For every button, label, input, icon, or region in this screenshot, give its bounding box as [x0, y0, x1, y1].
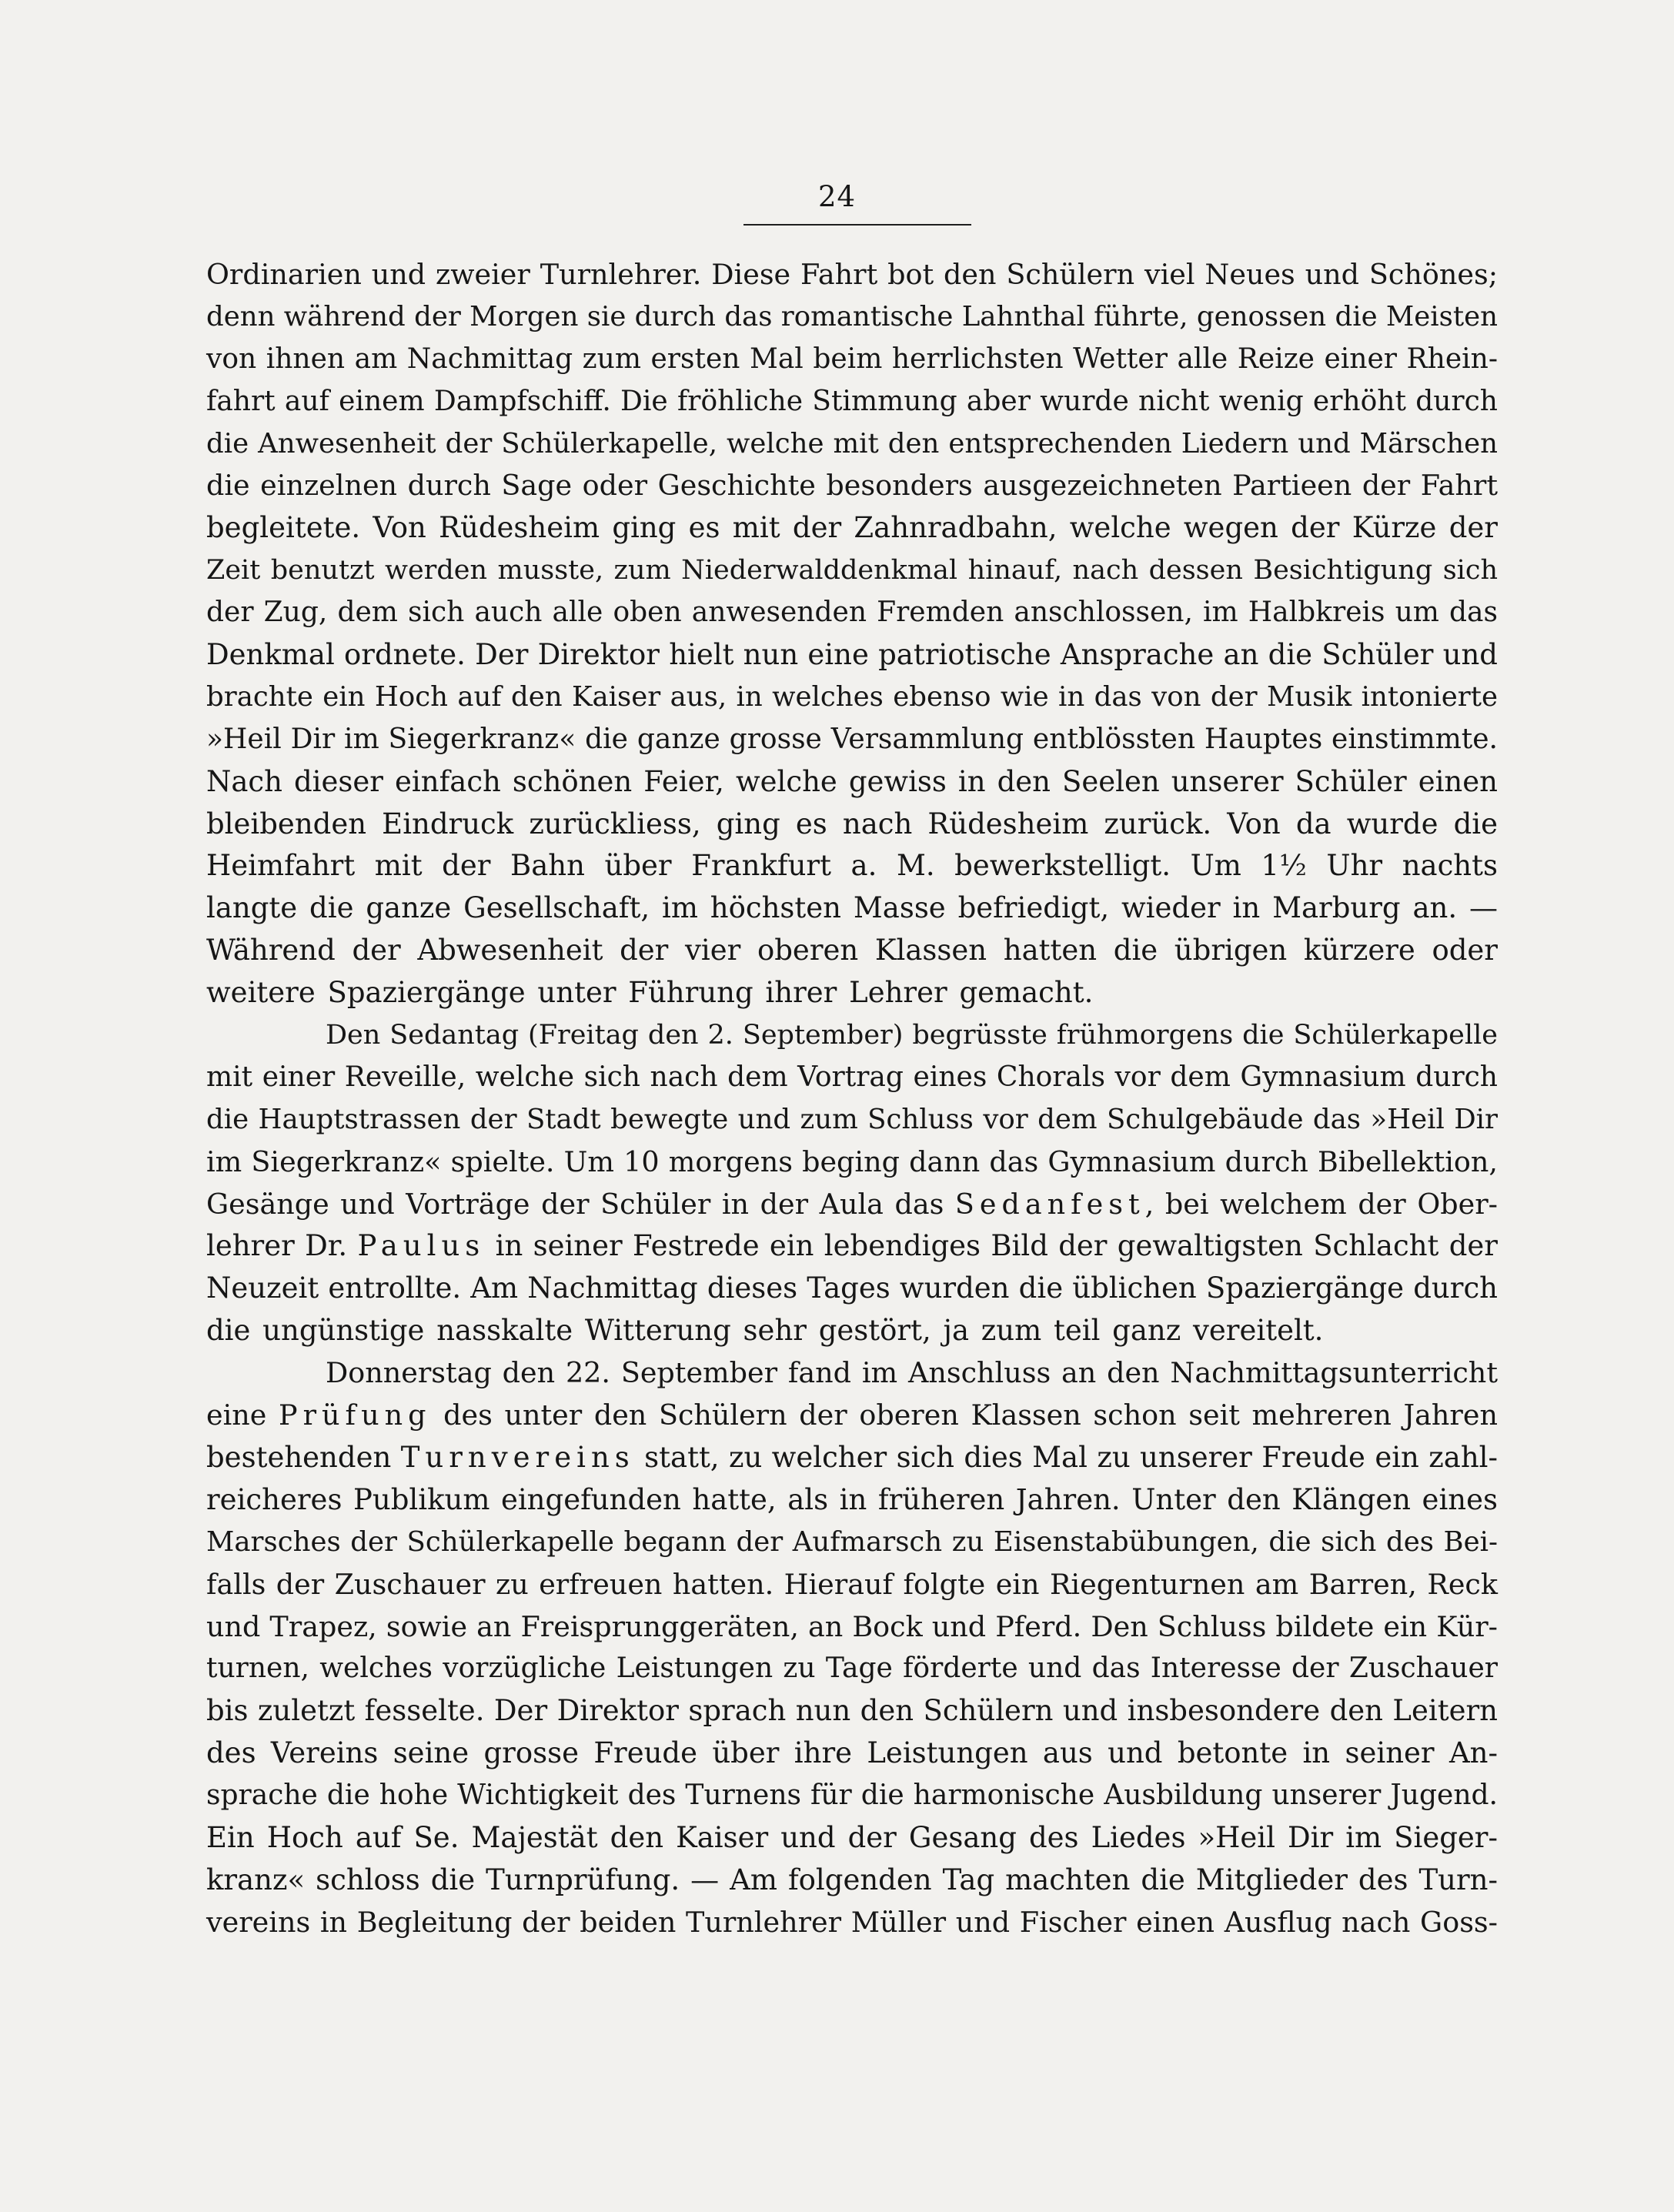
text-line: Marsches der Schülerkapelle begann der Aufmarsch zu Eisenstabübungen, die sich des Bei- — [206, 1525, 1498, 1558]
text-line — [206, 1184, 1498, 1226]
paragraph-last-line: weitere Spaziergänge unter Führung ihrer Lehrer gemacht. — [206, 976, 1094, 1010]
text-line: vereins in Begleitung der beiden Turnlehrer Müller und Fischer einen Ausflug nach Goss- — [206, 1905, 1498, 1939]
text-line: langte die ganze Gesellschaft, im höchsten Masse befriedigt, wieder in Marburg an. — — [206, 891, 1498, 925]
text-line: die Anwesenheit der Schülerkapelle, welche mit den entsprechenden Liedern und Märschen — [206, 427, 1498, 459]
spaced-emphasis: Paulus — [357, 1229, 486, 1263]
text-segment: Gesänge und Vorträge der Schüler in der Aula das — [206, 1187, 955, 1221]
text-line — [206, 1437, 1498, 1479]
text-line: Ordinarien und zweier Turnlehrer. Diese Fahrt bot den Schülern viel Neues und Schönes; — [206, 258, 1498, 291]
text-line: bis zuletzt fesselte. Der Direktor sprach nun den Schülern und insbesondere den Leitern — [206, 1694, 1498, 1728]
text-line: reicheres Publikum eingefunden hatte, als in früheren Jahren. Unter den Klängen eines — [206, 1482, 1498, 1516]
text-line: mit einer Reveille, welche sich nach dem Vortrag eines Chorals vor dem Gymnasium durch — [206, 1061, 1498, 1093]
text-line: und Trapez, sowie an Freisprunggeräten, an Bock und Pferd. Den Schluss bildete ein Kür- — [206, 1609, 1498, 1643]
text-line: bleibenden Eindruck zurückliess, ging es nach Rüdesheim zurück. Von da wurde die — [206, 807, 1498, 840]
paragraph-first-line: Den Sedantag (Freitag den 2. September) begrüsste frühmorgens die Schülerkapelle — [326, 1020, 1498, 1051]
text-line: sprache die hohe Wichtigkeit des Turnens für die harmonische Ausbildung unserer Jugend. — [206, 1779, 1498, 1812]
text-line: die einzelnen durch Sage oder Geschichte besonders ausgezeichneten Partieen der Fahrt — [206, 469, 1498, 503]
text-line: die Hauptstrassen der Stadt bewegte und zum Schluss vor dem Schulgebäude das »Heil Dir — [206, 1103, 1498, 1135]
text-line: Denkmal ordnete. Der Direktor hielt nun eine patriotische Ansprache an die Schüler und — [206, 638, 1498, 672]
text-line: falls der Zuschauer zu erfreuen hatten. Hierauf folgte ein Riegenturnen am Barren, Reck — [206, 1567, 1498, 1601]
text-segment: statt, zu welcher sich dies Mal zu unserer Freude ein zahl- — [634, 1440, 1498, 1474]
text-line — [206, 1395, 1498, 1437]
text-segment: eine — [206, 1398, 279, 1432]
text-line: Neuzeit entrollte. Am Nachmittag dieses Tages wurden die üblichen Spaziergänge durch — [206, 1271, 1498, 1305]
text-line: Zeit benutzt werden musste, zum Niederwalddenkmal hinauf, nach dessen Besichtigung sich — [206, 555, 1498, 586]
paragraph-last-line: die ungünstige nasskalte Witterung sehr gestört, ja zum teil ganz vereitelt. — [206, 1314, 1324, 1348]
text-line: von ihnen am Nachmittag zum ersten Mal beim herrlichsten Wetter alle Reize einer Rhein- — [206, 342, 1498, 375]
page-number: 24 — [817, 180, 857, 213]
text-line: Nach dieser einfach schönen Feier, welche gewiss in den Seelen unserer Schüler einen — [206, 764, 1498, 798]
text-line: »Heil Dir im Siegerkranz« die ganze grosse Versammlung entblössten Hauptes einstimmte. — [206, 723, 1498, 755]
text-line: Heimfahrt mit der Bahn über Frankfurt a. M. bewerkstelligt. Um 1½ Uhr nachts — [206, 849, 1498, 883]
text-line: im Siegerkranz« spielte. Um 10 morgens beging dann das Gymnasium durch Bibellektion, — [206, 1144, 1498, 1178]
text-line: turnen, welches vorzügliche Leistungen zu Tage förderte und das Interesse der Zuschauer — [206, 1652, 1498, 1685]
text-line: kranz« schloss die Turnprüfung. — Am folgenden Tag machten die Mitglieder des Turn- — [206, 1863, 1498, 1896]
text-line: des Vereins seine grosse Freude über ihre Leistungen aus und betonte in seiner An- — [206, 1736, 1498, 1770]
text-segment: lehrer Dr. — [206, 1229, 358, 1263]
text-segment: in seiner Festrede ein lebendiges Bild der gewaltigsten Schlacht der — [485, 1229, 1498, 1263]
text-line: Ein Hoch auf Se. Majestät den Kaiser und der Gesang des Liedes »Heil Dir im Sieger- — [206, 1820, 1498, 1854]
text-line: fahrt auf einem Dampfschiff. Die fröhliche Stimmung aber wurde nicht wenig erhöht durch — [206, 385, 1498, 417]
text-segment: , bei welchem der Ober- — [1144, 1187, 1498, 1221]
text-line: der Zug, dem sich auch alle oben anwesenden Fremden anschlossen, im Halbkreis um das — [206, 596, 1498, 629]
text-segment: des unter den Schülern der oberen Klassen schon seit mehreren Jahren — [431, 1398, 1498, 1432]
spaced-emphasis: Turnvereins — [400, 1440, 635, 1474]
page-number-rule — [743, 224, 971, 226]
text-body — [206, 254, 1498, 1944]
spaced-emphasis: Prüfung — [279, 1398, 432, 1432]
paragraph-first-line: Donnerstag den 22. September fand im Anschluss an den Nachmittagsunterricht — [326, 1356, 1498, 1390]
spaced-emphasis: Sedanfest — [954, 1187, 1145, 1221]
text-segment: bestehenden — [206, 1440, 401, 1474]
text-line: denn während der Morgen sie durch das romantische Lahnthal führte, genossen die Meisten — [206, 300, 1498, 332]
text-line: begleitete. Von Rüdesheim ging es mit der Zahnradbahn, welche wegen der Kürze der — [206, 511, 1498, 545]
text-line — [206, 1225, 1498, 1268]
text-line: brachte ein Hoch auf den Kaiser aus, in welches ebenso wie in das von der Musik intonierte — [206, 680, 1498, 713]
text-line: Während der Abwesenheit der vier oberen Klassen hatten die übrigen kürzere oder — [206, 934, 1498, 967]
